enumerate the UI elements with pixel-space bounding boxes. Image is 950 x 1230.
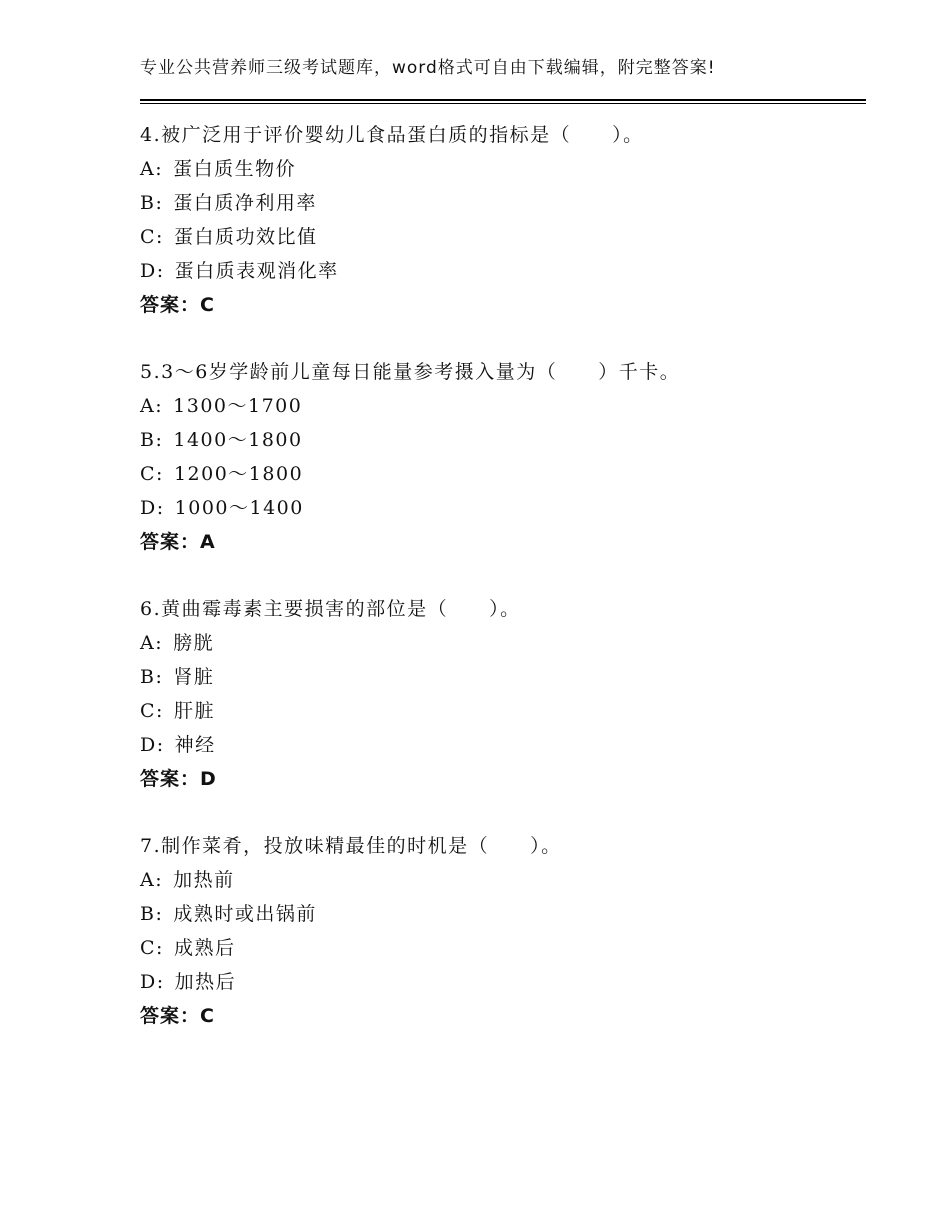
option-letter: B [140, 903, 156, 925]
question-stem: 7.制作菜肴，投放味精最佳的时机是（ ）。 [140, 835, 562, 857]
question-stem: 6.黄曲霉毒素主要损害的部位是（ ）。 [140, 598, 521, 620]
option-text: 1400～1800 [173, 429, 303, 451]
answer-line [140, 525, 860, 559]
answer-label: 答案： [140, 1005, 201, 1027]
answer-label: 答案： [140, 768, 201, 790]
option-letter: D [140, 260, 157, 282]
option-a [140, 389, 860, 423]
option-letter: C [140, 700, 157, 722]
option-letter: B [140, 666, 156, 688]
option-b [140, 897, 860, 931]
option-separator: : [156, 700, 164, 722]
option-d [140, 728, 860, 762]
answer-line [140, 762, 860, 796]
option-b [140, 423, 860, 457]
option-separator: : [156, 734, 165, 756]
option-text: 蛋白质净利用率 [173, 192, 317, 214]
option-b [140, 186, 860, 220]
option-separator: : [155, 429, 164, 451]
option-letter: C [140, 226, 157, 248]
answer-value: C [200, 1005, 215, 1027]
option-b [140, 660, 860, 694]
option-separator: : [155, 903, 164, 925]
option-text: 成熟时或出锅前 [173, 903, 317, 925]
question-stem: 5.3～6岁学龄前儿童每日能量参考摄入量为（ ）千卡。 [140, 361, 681, 383]
question-5 [140, 355, 860, 559]
option-separator: : [156, 463, 164, 485]
answer-label: 答案： [140, 531, 201, 553]
option-separator: : [155, 192, 164, 214]
option-text: 神经 [174, 734, 216, 756]
option-separator: : [155, 632, 164, 654]
option-text: 肾脏 [173, 666, 215, 688]
answer-label: 答案： [140, 294, 201, 316]
option-letter: A [140, 395, 156, 417]
option-letter: B [140, 192, 156, 214]
question-4 [140, 118, 860, 322]
option-text: 加热后 [174, 971, 237, 993]
option-separator: : [155, 869, 164, 891]
option-text: 肝脏 [173, 700, 215, 722]
option-c [140, 694, 860, 728]
answer-value: C [200, 294, 215, 316]
option-d [140, 254, 860, 288]
option-letter: D [140, 971, 157, 993]
option-text: 成熟后 [173, 937, 236, 959]
option-d [140, 491, 860, 525]
option-letter: A [140, 632, 156, 654]
option-separator: : [156, 971, 165, 993]
option-text: 膀胱 [173, 632, 215, 654]
page-header: 专业公共营养师三级考试题库，word格式可自由下载编辑，附完整答案! [140, 58, 716, 78]
option-text: 蛋白质功效比值 [173, 226, 318, 248]
option-separator: : [156, 497, 165, 519]
option-letter: C [140, 463, 157, 485]
option-c [140, 457, 860, 491]
option-letter: A [140, 869, 156, 891]
question-list [140, 118, 860, 1066]
option-separator: : [155, 395, 164, 417]
option-letter: D [140, 497, 157, 519]
answer-value: A [200, 531, 216, 553]
option-text: 加热前 [173, 869, 235, 891]
option-c [140, 931, 860, 965]
option-text: 1200～1800 [173, 463, 304, 485]
option-text: 蛋白质表观消化率 [174, 260, 339, 282]
answer-line [140, 999, 860, 1033]
option-d [140, 965, 860, 999]
answer-value: D [200, 768, 217, 790]
option-text: 1300～1700 [173, 395, 303, 417]
header-rule-thin [140, 103, 866, 104]
answer-line [140, 288, 860, 322]
option-letter: A [140, 158, 156, 180]
option-letter: C [140, 937, 157, 959]
option-separator: : [156, 260, 165, 282]
header-rule-thick [140, 99, 866, 101]
option-a [140, 152, 860, 186]
option-separator: : [156, 937, 164, 959]
option-separator: : [156, 226, 164, 248]
question-stem: 4.被广泛用于评价婴幼儿食品蛋白质的指标是（ ）。 [140, 124, 644, 146]
question-6 [140, 592, 860, 796]
option-a [140, 626, 860, 660]
option-letter: D [140, 734, 157, 756]
option-c [140, 220, 860, 254]
option-separator: : [155, 666, 164, 688]
option-separator: : [155, 158, 164, 180]
option-a [140, 863, 860, 897]
option-text: 蛋白质生物价 [173, 158, 297, 180]
option-letter: B [140, 429, 156, 451]
question-7 [140, 829, 860, 1033]
option-text: 1000～1400 [174, 497, 304, 519]
